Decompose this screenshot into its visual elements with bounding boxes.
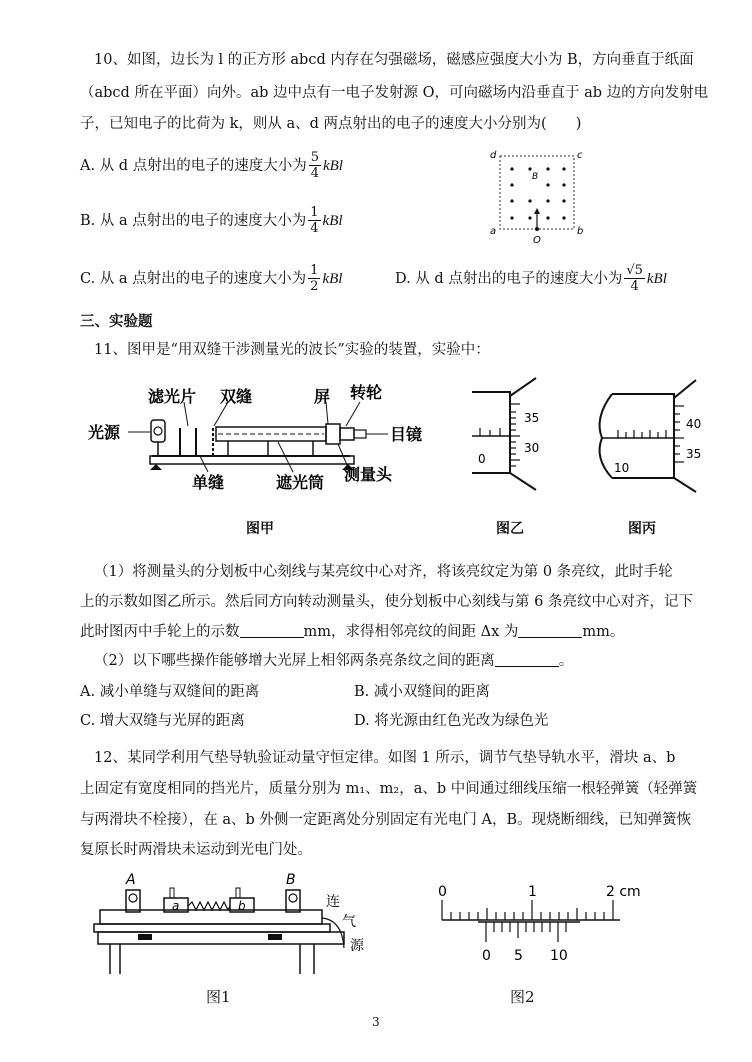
support-left-icon bbox=[150, 464, 162, 470]
measuring-head bbox=[326, 424, 340, 444]
thimble-ticks bbox=[510, 404, 520, 466]
label-tube: 遮光筒 bbox=[276, 473, 325, 492]
svg-text:0: 0 bbox=[478, 452, 486, 466]
caption-fig-yi: 图乙 bbox=[496, 521, 524, 537]
q10-option-a: A. 从 d 点射出的电子的速度大小为 $\frac{5}{4}$ kBl bbox=[80, 150, 343, 181]
fraction: $\frac{5}{4}$ bbox=[310, 150, 319, 181]
label-b: b bbox=[577, 226, 584, 237]
figure-yi-micrometer bbox=[466, 378, 566, 498]
q11-p1-line-2: 上的示数如图乙所示。然后同方向转动测量头，使分划板中心刻线与第 6 条亮纹中心对齐，记下 bbox=[80, 594, 693, 610]
svg-text:0: 0 bbox=[438, 884, 447, 900]
arrow-head-icon bbox=[534, 208, 540, 214]
q10-field-diagram bbox=[480, 146, 590, 246]
q10-line-1: 10、如图，边长为 l 的正方形 abcd 内存在匀强磁场，磁感应强度大小为 B，方向垂直于纸面 bbox=[94, 52, 694, 68]
q11-p1-line-1: （1）将测量头的分划板中心刻线与某亮纹中心对齐，将该亮纹定为第 0 条亮纹，此时手轮 bbox=[94, 564, 673, 580]
rail-base bbox=[150, 456, 354, 464]
caption-fig-2: 图2 bbox=[510, 988, 535, 1006]
q10-line-3: 子，已知电子的比荷为 k，则从 a、d 两点射出的电子的速度大小分别为( ) bbox=[80, 116, 582, 132]
photogate-A bbox=[126, 890, 140, 912]
q12-line-3: 与两滑块不栓接），在 a、b 外侧一定距离处分别固定有光电门 A，B。现烧断细线，已知弹簧恢 bbox=[80, 812, 692, 828]
figure-2-vernier bbox=[430, 882, 650, 977]
svg-text:0: 0 bbox=[482, 948, 491, 964]
svg-text:b: b bbox=[238, 899, 246, 913]
caption-fig-jia: 图甲 bbox=[246, 521, 274, 537]
q11-p2: （2）以下哪些操作能够增大光屏上相邻两条亮条纹之间的距离 。 bbox=[94, 653, 574, 669]
svg-text:35: 35 bbox=[686, 447, 702, 461]
page-number: 3 bbox=[372, 1015, 380, 1029]
figure-jia-apparatus bbox=[88, 380, 428, 490]
fraction: $\frac{√5}{4}$ bbox=[626, 263, 643, 294]
eyepiece-icon bbox=[354, 430, 366, 438]
q11-option-a: A. 减小单缝与双缝间的距离 bbox=[80, 684, 260, 700]
svg-text:气: 气 bbox=[342, 914, 356, 930]
label-screen: 屏 bbox=[314, 387, 331, 406]
fraction: $\frac{1}{4}$ bbox=[310, 205, 319, 236]
label-wheel: 转轮 bbox=[350, 383, 383, 402]
q12-line-4: 复原长时两滑块未运动到光电门处。 bbox=[80, 842, 312, 858]
q11-p1-line-3: 此时图丙中手轮上的示数 mm，求得相邻亮纹的间距 Δx 为 mm。 bbox=[80, 624, 625, 640]
thimble bbox=[510, 378, 536, 490]
svg-text:35: 35 bbox=[524, 411, 540, 425]
figure-bing-micrometer bbox=[588, 378, 708, 498]
q10-option-c: C. 从 a 点射出的电子的速度大小为 $\frac{1}{2}$ kBl bbox=[80, 263, 343, 294]
svg-text:1: 1 bbox=[528, 884, 537, 900]
q10-option-b: B. 从 a 点射出的电子的速度大小为 $\frac{1}{4}$ kBl bbox=[80, 205, 343, 236]
main-scale-ticks bbox=[442, 900, 613, 920]
caption-fig-1: 图1 bbox=[206, 988, 231, 1006]
sleeve-ticks bbox=[618, 430, 666, 438]
q11-line-1: 11、图甲是“用双缝干涉测量光的波长”实验的装置，实验中： bbox=[94, 342, 490, 358]
thimble-ticks bbox=[674, 406, 684, 462]
answer-blank[interactable] bbox=[495, 652, 559, 667]
thimble bbox=[674, 380, 696, 492]
q11-option-c: C. 增大双缝与光屏的距离 bbox=[80, 713, 245, 729]
q12-line-1: 12、某同学利用气垫导轨验证动量守恒定律。如图 1 所示，调节气垫导轨水平，滑块 a、b bbox=[94, 750, 676, 766]
q10-option-d: D. 从 d 点射出的电子的速度大小为 $\frac{√5}{4}$ kBl bbox=[395, 263, 667, 294]
caption-fig-bing: 图丙 bbox=[628, 521, 656, 537]
label-O: O bbox=[533, 235, 541, 246]
svg-text:源: 源 bbox=[350, 938, 364, 954]
fraction: $\frac{1}{2}$ bbox=[310, 263, 319, 294]
table-top bbox=[98, 932, 344, 944]
svg-text:2 cm: 2 cm bbox=[606, 884, 641, 900]
q10-line-2: （abcd 所在平面）向外。ab 边中点有一电子发射源 O，可向磁场内沿垂直于 ab 边的方向发射电 bbox=[80, 85, 709, 101]
svg-text:10: 10 bbox=[550, 948, 568, 964]
svg-text:连: 连 bbox=[326, 894, 340, 910]
svg-text:10: 10 bbox=[614, 461, 630, 475]
q12-line-2: 上固定有宽度相同的挡光片，质量分别为 m₁、m₂，a、b 中间通过细线压缩一根轻弹簧（轻弹簧 bbox=[80, 781, 698, 797]
q11-option-b: B. 减小双缝间的距离 bbox=[354, 684, 490, 700]
light-source-icon bbox=[151, 420, 165, 442]
svg-text:a: a bbox=[172, 899, 180, 913]
label-single-slit: 单缝 bbox=[192, 473, 225, 492]
label-light-source: 光源 bbox=[88, 423, 121, 442]
svg-text:5: 5 bbox=[514, 948, 523, 964]
photogate-B bbox=[286, 890, 300, 912]
answer-blank[interactable] bbox=[240, 623, 304, 638]
spring-icon bbox=[188, 902, 230, 910]
label-filter: 滤光片 bbox=[148, 387, 197, 406]
label-double-slit: 双缝 bbox=[220, 387, 253, 406]
q11-option-d: D. 将光源由红色光改为绿色光 bbox=[354, 713, 549, 729]
section-title: 三、实验题 bbox=[80, 314, 153, 330]
figure-1-air-track bbox=[92, 868, 382, 978]
svg-text:40: 40 bbox=[686, 417, 702, 431]
answer-blank[interactable] bbox=[518, 623, 582, 638]
label-measuring-head: 测量头 bbox=[344, 465, 393, 484]
svg-text:30: 30 bbox=[524, 441, 540, 455]
label-B: B bbox=[532, 172, 539, 182]
handwheel-icon bbox=[340, 428, 354, 440]
svg-text:B: B bbox=[286, 872, 296, 888]
label-c: c bbox=[577, 150, 583, 161]
label-eyepiece: 目镜 bbox=[390, 425, 423, 444]
svg-text:A: A bbox=[126, 872, 136, 888]
source-point bbox=[535, 227, 539, 231]
label-d: d bbox=[490, 150, 497, 161]
label-a: a bbox=[490, 226, 497, 237]
vernier-ticks bbox=[486, 922, 566, 942]
